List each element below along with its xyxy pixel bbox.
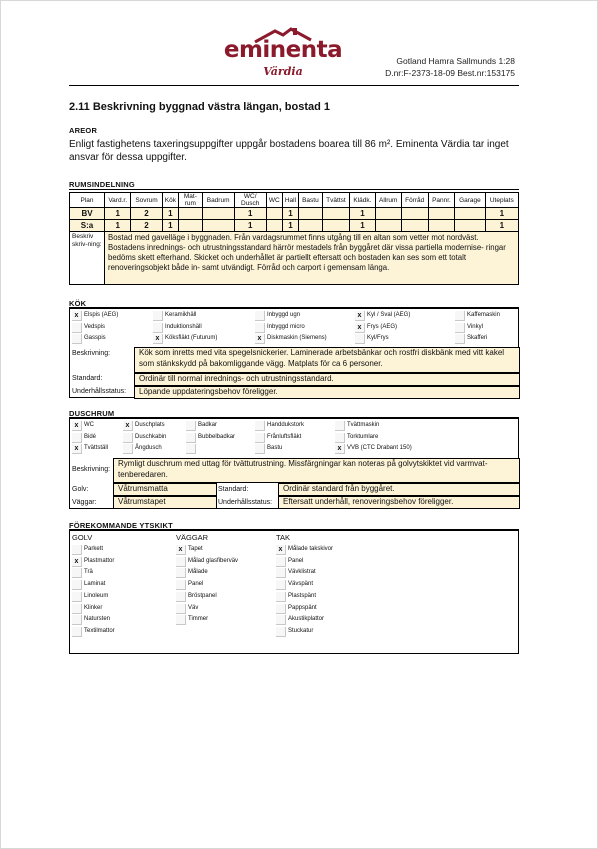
rum-count-cell: 1 <box>234 220 266 232</box>
checkbox[interactable]: x <box>72 557 82 567</box>
rum-count-cell <box>179 220 203 232</box>
rum-count-cell <box>299 220 323 232</box>
dusch-item-label: VVB (CTC Drabant 150) <box>347 445 412 451</box>
kok-standard-label: Standard: <box>72 375 103 382</box>
checkbox[interactable] <box>72 627 82 637</box>
checkbox[interactable]: x <box>355 311 365 321</box>
checkbox[interactable] <box>176 592 186 602</box>
rum-count-cell <box>202 220 234 232</box>
kok-item-label: Elspis (AEG) <box>84 312 119 318</box>
checkbox[interactable] <box>186 444 196 454</box>
rum-count-cell <box>322 220 349 232</box>
rum-count-cell <box>455 208 485 220</box>
kok-item-label: Vinkyl <box>467 323 483 330</box>
kok-underhall: Löpande uppdateringsbehov föreligger. <box>134 386 520 399</box>
rum-count-cell <box>428 208 455 220</box>
checkbox[interactable] <box>176 557 186 567</box>
ytskikt-tak-title: TAK <box>276 533 291 542</box>
ytskikt-tak-label: Panel <box>288 557 304 564</box>
rum-desc-text: Bostad med gavelläge i byggnaden. Från vardagsrummet finns utgång till en altan som vetter mot nordväst. Bostadens inrednings- och utrustningsstandard härrör mestadels från byggåret där vissa partiella modernise- ringar bedöms skett efterhand. Skicket och underhållet är partiellt eftersatt och bostaden kan ses som ett totalt renoveringsobjekt både in- samt utvändigt. Förråd och carport i gemensam länga. <box>105 232 519 285</box>
rum-count-cell: 1 <box>485 208 518 220</box>
rum-count-cell <box>401 220 428 232</box>
areor-text: Enligt fastighetens taxeringsuppgifter uppgår bostadens boarea till 86 m². Eminenta Värdia tar inget ansvar för dessa uppgifter. <box>69 139 509 163</box>
checkbox[interactable] <box>72 615 82 625</box>
rum-header-cell: WC/ Dusch <box>234 193 266 208</box>
dusch-item-label: Badkar <box>198 422 218 428</box>
kok-item-label: Induktionshäll <box>165 323 202 330</box>
dusch-beskrivning: Rymligt duschrum med uttag för tvättutrustning. Missfärgningar kan noteras på golvytskiktet vid varmvat- tenberedaren. <box>113 458 520 483</box>
dusch-standard: Ordinär standard från byggåret. <box>278 483 520 496</box>
kok-item-label: Vedspis <box>84 323 106 330</box>
rum-count-cell <box>202 208 234 220</box>
checkbox[interactable] <box>176 604 186 614</box>
ytskikt-vaggar-label: Timmer <box>188 616 209 623</box>
rum-count-cell: 1 <box>105 220 131 232</box>
checkbox[interactable] <box>255 311 265 321</box>
rum-header-cell: Tvättst <box>322 193 349 208</box>
logo-brand: eminenta <box>223 37 343 63</box>
rum-count-cell <box>299 208 323 220</box>
rum-header-cell: Klädk. <box>350 193 376 208</box>
kok-item-label: Keramikhäll <box>165 312 197 318</box>
checkbox[interactable] <box>153 311 163 321</box>
logo-sub: Värdia <box>263 65 303 78</box>
document-reference <box>385 55 515 79</box>
checkbox[interactable] <box>255 323 265 333</box>
kok-item-label: Kyl/Frys <box>367 335 389 341</box>
ytskikt-tak-label: Vävklistrat <box>288 569 316 576</box>
checkbox[interactable]: x <box>123 421 133 431</box>
section-heading: 2.11 Beskrivning byggnad västra längan, bostad 1 <box>69 101 331 113</box>
checkbox[interactable]: x <box>335 444 345 454</box>
rum-count-cell: 1 <box>350 208 376 220</box>
checkbox[interactable] <box>276 604 286 614</box>
ytskikt-golv-label: Trä <box>84 569 93 576</box>
ytskikt-vaggar-label: Panel <box>188 581 204 588</box>
checkbox[interactable] <box>276 568 286 578</box>
rum-count-cell <box>455 220 485 232</box>
rum-count-cell <box>322 208 349 220</box>
ytskikt-golv-label: Klinker <box>84 604 103 611</box>
rum-count-cell: 1 <box>485 220 518 232</box>
ytskikt-vaggar-label: Väv <box>188 604 199 611</box>
checkbox[interactable] <box>276 615 286 625</box>
reference-property: Gotland Hamra Sallmunds 1:28 <box>396 56 515 66</box>
checkbox[interactable] <box>72 334 82 344</box>
checkbox[interactable] <box>72 433 82 443</box>
ytskikt-tak-label: Plastspänt <box>288 592 317 599</box>
ytskikt-vaggar-label: Bröstpanel <box>188 592 217 599</box>
kok-item-label: Inbyggd micro <box>267 323 305 330</box>
ytskikt-vaggar-title: VÄGGAR <box>176 533 209 542</box>
kok-item-label: Kyl / Sval (AEG) <box>367 312 411 318</box>
rum-header-cell: Pannr. <box>428 193 455 208</box>
dusch-item-label: Duschkabin <box>135 433 167 440</box>
dusch-item-label: Duschplats <box>135 422 165 428</box>
rum-count-cell: 1 <box>282 208 298 220</box>
ytskikt-vaggar-label: Målade <box>188 569 208 576</box>
rum-header-cell: Garage <box>455 193 485 208</box>
rum-header-cell: Plan <box>70 193 105 208</box>
rumsindelning-title: RUMSINDELNING <box>69 180 135 189</box>
kok-item-label: Köksfläkt (Futurum) <box>165 335 218 341</box>
kok-standard: Ordinär till normal inrednings- och utrustningsstandard. <box>134 373 520 386</box>
rum-count-cell: 1 <box>282 220 298 232</box>
checkbox[interactable] <box>72 568 82 578</box>
dusch-item-label: Bastu <box>267 445 283 451</box>
checkbox[interactable] <box>276 592 286 602</box>
rum-header-cell: Kök <box>162 193 178 208</box>
dusch-golv-label: Golv: <box>72 486 89 493</box>
checkbox[interactable] <box>186 421 196 431</box>
ytskikt-golv-label: Laminat <box>84 581 106 588</box>
checkbox[interactable]: x <box>72 311 82 321</box>
ytskikt-golv-label: Plastmattor <box>84 557 115 564</box>
dusch-item-label: Handdukstork <box>267 422 305 428</box>
rum-header-cell: Hall <box>282 193 298 208</box>
dusch-vaggar-label: Väggar: <box>72 499 97 506</box>
dusch-item-label: Frånluftsfläkt <box>267 433 302 440</box>
rum-count-cell <box>179 208 203 220</box>
checkbox[interactable] <box>335 421 345 431</box>
checkbox[interactable]: x <box>355 323 365 333</box>
kok-item-label: Diskmaskin (Siemens) <box>267 335 327 341</box>
rum-count-cell: 2 <box>131 220 162 232</box>
checkbox[interactable] <box>355 334 365 344</box>
eminenta-logo <box>223 27 343 83</box>
checkbox[interactable] <box>335 433 345 443</box>
dusch-item-label: Ångdusch <box>135 445 162 451</box>
dusch-underhall: Eftersatt underhåll, renoveringsbehov föreligger. <box>278 496 520 509</box>
rum-plan-cell: BV <box>70 208 105 220</box>
rum-count-cell: 1 <box>234 208 266 220</box>
rum-count-cell <box>375 220 401 232</box>
checkbox[interactable]: x <box>72 421 82 431</box>
checkbox[interactable]: x <box>255 334 265 344</box>
rum-header-cell: Sovrum <box>131 193 162 208</box>
checkbox[interactable] <box>72 323 82 333</box>
dusch-item-label: Bubbelbadkar <box>198 433 236 440</box>
checkbox[interactable] <box>255 421 265 431</box>
kok-underhall-label: Underhållsstatus: <box>72 388 127 395</box>
checkbox[interactable] <box>255 433 265 443</box>
ytskikt-box <box>69 530 519 654</box>
dusch-standard-label: Standard: <box>218 486 249 493</box>
rum-plan-cell: S:a <box>70 220 105 232</box>
dusch-beskrivning-label: Beskrivning: <box>72 466 111 473</box>
checkbox[interactable] <box>176 568 186 578</box>
rum-count-cell: 1 <box>162 220 178 232</box>
checkbox[interactable] <box>153 323 163 333</box>
kok-beskrivning-label: Beskrivning: <box>72 350 111 357</box>
rum-header-cell: Bastu <box>299 193 323 208</box>
rum-header-cell: Allrum <box>375 193 401 208</box>
kok-item-label: Kaffemaskin <box>467 312 500 318</box>
dusch-item-label: Tvättställ <box>84 445 109 451</box>
checkbox[interactable]: x <box>176 545 186 555</box>
dusch-vaggar: Våtrumstapet <box>113 496 217 509</box>
rum-count-cell <box>428 220 455 232</box>
checkbox[interactable] <box>176 580 186 590</box>
ytskikt-golv-label: Linoleum <box>84 592 109 599</box>
kok-box <box>69 308 519 398</box>
kok-title: KÖK <box>69 299 87 308</box>
checkbox[interactable] <box>276 557 286 567</box>
rum-count-cell <box>401 208 428 220</box>
rum-count-cell: 2 <box>131 208 162 220</box>
kok-item-label: Gasspis <box>84 335 106 341</box>
header-rule <box>69 85 519 86</box>
checkbox[interactable] <box>455 334 465 344</box>
ytskikt-tak-label: Pappspänt <box>288 604 317 611</box>
rum-desc-label: Beskriv skriv-ning: <box>70 232 105 285</box>
rumsindelning-rule <box>69 189 519 190</box>
checkbox[interactable] <box>72 580 82 590</box>
rum-header-cell: Förråd <box>401 193 428 208</box>
duschrum-box <box>69 418 519 509</box>
ytskikt-golv-title: GOLV <box>72 533 93 542</box>
rum-count-cell <box>375 208 401 220</box>
reference-numbers: D.nr:F-2373-18-09 Best.nr:153175 <box>385 68 515 78</box>
ytskikt-golv-label: Textilmattor <box>84 627 115 634</box>
ytskikt-tak-label: Målade takskivor <box>288 546 334 552</box>
rum-header-cell: Badrum <box>202 193 234 208</box>
kok-item-label: Inbyggd ugn <box>267 312 301 318</box>
checkbox[interactable] <box>186 433 196 443</box>
rum-count-cell: 1 <box>350 220 376 232</box>
checkbox[interactable] <box>255 444 265 454</box>
rum-count-cell: 1 <box>105 208 131 220</box>
dusch-item-label: Tvättmaskin <box>347 422 380 428</box>
checkbox[interactable] <box>72 604 82 614</box>
checkbox[interactable] <box>72 592 82 602</box>
rum-header-cell: Mat-rum <box>179 193 203 208</box>
rum-count-cell: 1 <box>162 208 178 220</box>
ytskikt-vaggar-label: Målad glasfiberväv <box>188 557 239 564</box>
duschrum-title: DUSCHRUM <box>69 409 115 418</box>
checkbox[interactable]: x <box>72 444 82 454</box>
kok-item-label: Skafferi <box>467 335 488 341</box>
kok-beskrivning: Kök som inretts med vita spegelsnickerier. Laminerade arbetsbänkar och rostfri diskbänk med vitt kakel som stänkskydd på bakomliggande vägg. Matplats för ca 6 personer. <box>134 347 520 373</box>
rumsindelning-table <box>69 192 519 285</box>
areor-title-text: AREOR <box>69 126 98 135</box>
ytskikt-tak-label: Akustikplattor <box>288 616 325 623</box>
checkbox[interactable] <box>176 615 186 625</box>
checkbox[interactable] <box>276 580 286 590</box>
rum-header-cell: WC <box>266 193 282 208</box>
ytskikt-golv-label: Parkett <box>84 546 104 552</box>
rum-count-cell <box>266 208 282 220</box>
kok-item-label: Frys (AEG) <box>367 323 397 330</box>
ytskikt-tak-label: Stuckatur <box>288 627 314 634</box>
dusch-item-label: WC <box>84 422 94 428</box>
checkbox[interactable] <box>123 433 133 443</box>
dusch-item-label: Torktumlare <box>347 433 379 440</box>
checkbox[interactable] <box>455 323 465 333</box>
dusch-golv: Våtrumsmatta <box>113 483 217 496</box>
dusch-underhall-label: Underhållsstatus: <box>218 499 273 506</box>
rum-header-cell: Uteplats <box>485 193 518 208</box>
ytskikt-golv-label: Natursten <box>84 616 111 623</box>
checkbox[interactable] <box>123 444 133 454</box>
checkbox[interactable] <box>455 311 465 321</box>
checkbox[interactable] <box>72 545 82 555</box>
checkbox[interactable]: x <box>153 334 163 344</box>
rum-header-cell: Vard.r. <box>105 193 131 208</box>
dusch-item-label: Bidé <box>84 433 97 440</box>
checkbox[interactable] <box>276 627 286 637</box>
areor-title <box>69 126 97 135</box>
checkbox[interactable]: x <box>276 545 286 555</box>
ytskikt-title: FÖREKOMMANDE YTSKIKT <box>69 521 173 530</box>
ytskikt-vaggar-label: Tapet <box>188 546 203 552</box>
rum-count-cell <box>266 220 282 232</box>
ytskikt-tak-label: Vävspänt <box>288 581 314 588</box>
